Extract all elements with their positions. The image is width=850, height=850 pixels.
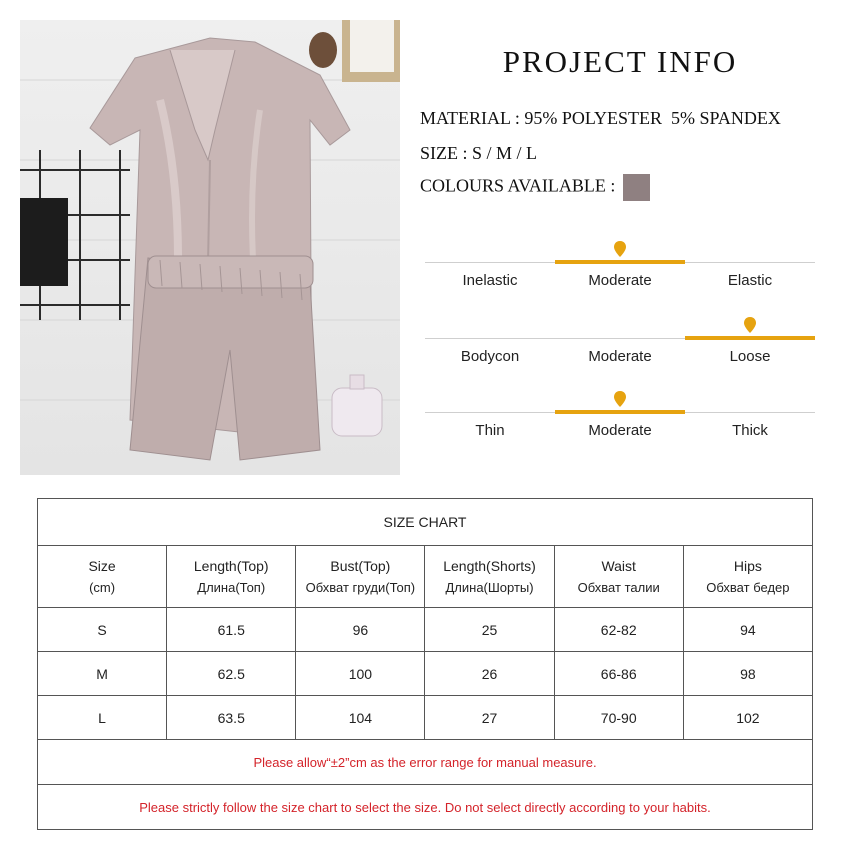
column-header-en: Length(Shorts) (443, 557, 536, 574)
column-header-en: Size (88, 557, 116, 574)
scale-label: Elastic (727, 272, 773, 289)
elasticity-scale (425, 240, 815, 289)
scale-label: Moderate (588, 422, 652, 439)
column-header (425, 546, 554, 608)
table-cell: 96 (296, 608, 425, 652)
table-cell: 27 (425, 696, 554, 740)
table-cell: 66-86 (554, 652, 683, 696)
header-row (38, 546, 813, 608)
fit-scale (425, 316, 815, 365)
product-photo (20, 20, 400, 475)
table-cell: M (38, 652, 167, 696)
table-cell: 100 (296, 652, 425, 696)
column-header-ru: (cm) (89, 579, 116, 595)
column-header-en: Bust(Top) (330, 557, 391, 574)
column-header-en: Waist (601, 557, 636, 574)
table-cell: 62-82 (554, 608, 683, 652)
size-advice-note: Please strictly follow the size chart to select the size. Do not select directly according to your habits. (38, 785, 813, 830)
table-row (38, 652, 813, 696)
satin-pajama-illustration (20, 20, 400, 475)
table-cell: 63.5 (167, 696, 296, 740)
location-pin-icon (612, 390, 628, 410)
column-header-ru: Обхват талии (577, 579, 660, 595)
project-info-title: PROJECT INFO (502, 44, 738, 79)
location-pin-icon (742, 316, 758, 336)
thickness-scale (425, 390, 815, 439)
column-header-ru: Обхват бедер (706, 579, 790, 595)
column-header-ru: Длина(Топ) (197, 579, 266, 595)
table-cell: 25 (425, 608, 554, 652)
pine-cone (309, 32, 337, 68)
column-header-en: Hips (733, 557, 762, 574)
scale-highlight (685, 336, 815, 340)
column-header-ru: Длина(Шорты) (445, 579, 534, 595)
size-chart-caption: SIZE CHART (38, 499, 813, 546)
column-header-ru: Обхват груди(Топ) (305, 579, 416, 595)
size-chart-table (37, 498, 813, 830)
colour-swatch[interactable] (623, 174, 650, 201)
scale-label: Inelastic (462, 272, 518, 289)
scale-label: Moderate (588, 348, 652, 365)
column-header (296, 546, 425, 608)
table-cell: 26 (425, 652, 554, 696)
column-header-en: Length(Top) (193, 557, 269, 574)
colours-label: COLOURS AVAILABLE : (420, 175, 616, 196)
notebook (20, 198, 68, 286)
colours-line (420, 174, 650, 201)
error-range-note: Please allow“±2”cm as the error range for manual measure. (38, 740, 813, 785)
material-line: MATERIAL : 95% POLYESTER 5% SPANDEX (420, 108, 781, 128)
table-row (38, 696, 813, 740)
column-header (683, 546, 812, 608)
scale-highlight (555, 260, 685, 264)
location-pin-icon (612, 240, 628, 260)
table-cell: S (38, 608, 167, 652)
table-cell: 104 (296, 696, 425, 740)
scale-label: Moderate (588, 272, 652, 289)
table-cell: 61.5 (167, 608, 296, 652)
scale-label: Bodycon (460, 348, 520, 365)
table-row (38, 608, 813, 652)
table-cell: L (38, 696, 167, 740)
column-header (167, 546, 296, 608)
table-cell: 62.5 (167, 652, 296, 696)
scale-highlight (555, 410, 685, 414)
scale-label: Thick (732, 422, 768, 439)
table-cell: 94 (683, 608, 812, 652)
column-header (554, 546, 683, 608)
scale-label: Loose (729, 348, 771, 365)
table-cell: 70-90 (554, 696, 683, 740)
table-cell: 102 (683, 696, 812, 740)
column-header (38, 546, 167, 608)
table-cell: 98 (683, 652, 812, 696)
scale-label: Thin (475, 422, 505, 439)
size-line: SIZE : S / M / L (420, 143, 538, 163)
perfume-bottle (332, 388, 382, 436)
